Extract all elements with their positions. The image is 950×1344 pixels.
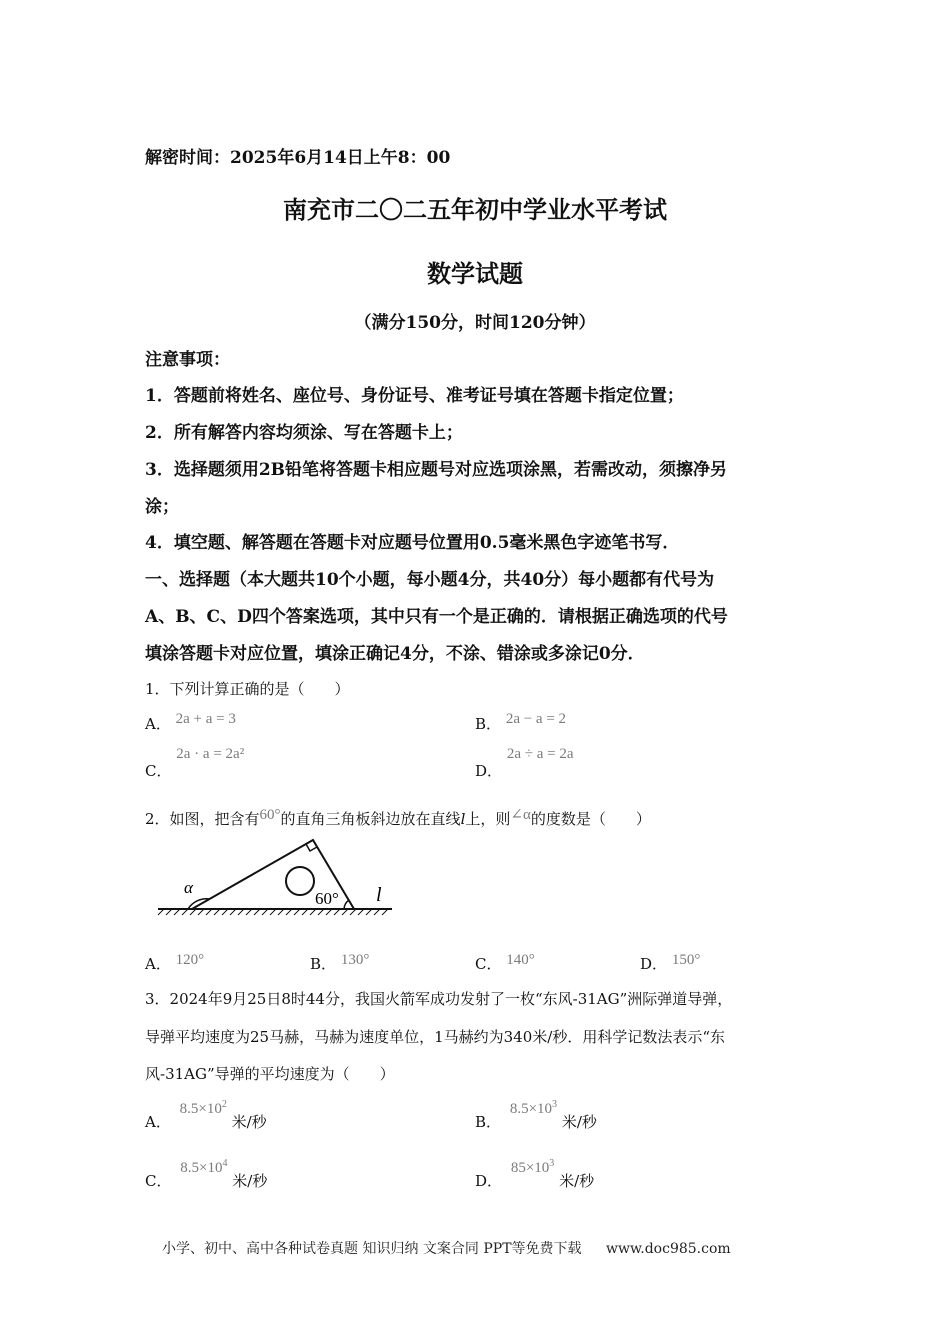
stem-math: l xyxy=(460,810,466,828)
option-label: A． xyxy=(145,1113,171,1131)
angle-label: 60° xyxy=(315,889,339,908)
option-label: D． xyxy=(640,955,668,973)
stem-text: 的直角三角板斜边放在直线 xyxy=(280,810,461,828)
option-exponent: 3 xyxy=(549,1158,555,1169)
stem-text: 的度数是（ ） xyxy=(530,810,651,828)
q3-stem: 导弹平均速度为25马赫，马赫为速度单位，1马赫约为340米/秒．用科学记数法表示“东 xyxy=(145,1028,725,1046)
notes-heading: 注意事项： xyxy=(145,350,230,370)
footer-site-link[interactable]: www.doc985.com xyxy=(605,1241,731,1257)
section-instructions: A、B、C、D四个答案选项，其中只有一个是正确的．请根据正确选项的代号 xyxy=(145,607,728,627)
q2-option-b xyxy=(310,953,369,974)
stem-math: ∠α xyxy=(510,807,531,823)
line-label: l xyxy=(376,884,382,906)
note-item: 涂； xyxy=(145,497,179,517)
ruler-hole xyxy=(286,867,314,895)
option-label: B． xyxy=(475,1113,502,1131)
option-label: B． xyxy=(475,715,502,733)
option-mantissa: 8.5×10 xyxy=(180,1160,223,1176)
q2-option-d xyxy=(640,953,700,974)
angle-arc xyxy=(344,900,349,909)
option-label: C． xyxy=(145,1172,172,1190)
section-instructions: 一、选择题（本大题共10个小题，每小题4分，共40分）每小题都有代号为 xyxy=(145,570,715,590)
stem-text: 2．如图，把含有 xyxy=(145,810,260,828)
q3-stem: 3．2024年9月25日8时44分，我国火箭军成功发射了一枚“东风-31AG”洲际弹道导弹， xyxy=(145,990,733,1008)
unseal-time: 解密时间：2025年6月14日上午8：00 xyxy=(145,148,451,168)
option-unit: 米/秒 xyxy=(231,1113,267,1131)
option-label: B． xyxy=(310,955,337,973)
alpha-label: α xyxy=(184,878,193,897)
triangle-ruler-figure xyxy=(150,835,400,925)
option-label: D． xyxy=(475,1172,503,1190)
q1-option-a xyxy=(145,713,236,734)
note-item: 1．答题前将姓名、座位号、身份证号、准考证号填在答题卡指定位置； xyxy=(145,386,684,406)
q1-option-c xyxy=(145,746,245,781)
option-label: A． xyxy=(145,715,171,733)
q3-stem: 风-31AG”导弹的平均速度为（ ） xyxy=(145,1065,395,1083)
option-value: 120° xyxy=(175,952,205,968)
option-formula: 2a + a = 3 xyxy=(175,711,236,727)
note-item: 4．填空题、解答题在答题卡对应题号位置用0.5毫米黑色字迹笔书写． xyxy=(145,533,680,553)
option-formula: 2a − a = 2 xyxy=(505,711,567,727)
footer-text xyxy=(162,1238,731,1258)
option-unit: 米/秒 xyxy=(561,1113,597,1131)
option-mantissa: 85×10 xyxy=(510,1160,550,1176)
option-unit: 米/秒 xyxy=(559,1172,595,1190)
option-exponent: 3 xyxy=(552,1099,558,1110)
option-value: 150° xyxy=(671,952,701,968)
option-label: C． xyxy=(475,955,502,973)
exam-meta: （满分150分，时间120分钟） xyxy=(354,313,596,333)
q2-option-a xyxy=(145,953,204,974)
option-label: D． xyxy=(475,762,503,780)
option-exponent: 2 xyxy=(221,1099,227,1110)
option-label: C． xyxy=(145,762,172,780)
q2-option-c xyxy=(475,953,535,974)
option-mantissa: 8.5×10 xyxy=(179,1101,222,1117)
q1-option-b xyxy=(475,713,566,734)
note-item: 3．选择题须用2B铅笔将答题卡相应题号对应选项涂黑，若需改动，须擦净另 xyxy=(145,460,728,480)
option-value: 140° xyxy=(506,952,535,968)
option-unit: 米/秒 xyxy=(232,1172,268,1190)
option-value: 130° xyxy=(340,952,370,968)
exam-subtitle: 数学试题 xyxy=(427,259,523,288)
q1-stem: 1．下列计算正确的是（ ） xyxy=(145,680,350,698)
note-item: 2．所有解答内容均须涂、写在答题卡上； xyxy=(145,423,463,443)
q1-option-d xyxy=(475,746,574,781)
stem-text: 上，则 xyxy=(465,810,511,828)
option-formula: 2a · a = 2a² xyxy=(176,746,245,762)
option-exponent: 4 xyxy=(222,1158,228,1169)
stem-math: 60° xyxy=(259,807,281,823)
option-label: A． xyxy=(145,955,171,973)
q2-stem xyxy=(145,808,651,829)
footer-promo: 小学、初中、高中各种试卷真题 知识归纳 文案合同 PPT等免费下载 xyxy=(162,1241,582,1257)
exam-title: 南充市二〇二五年初中学业水平考试 xyxy=(283,195,667,224)
section-instructions: 填涂答题卡对应位置，填涂正确记4分，不涂、错涂或多涂记0分． xyxy=(145,644,645,664)
option-mantissa: 8.5×10 xyxy=(509,1101,553,1117)
option-formula: 2a ÷ a = 2a xyxy=(506,746,574,762)
